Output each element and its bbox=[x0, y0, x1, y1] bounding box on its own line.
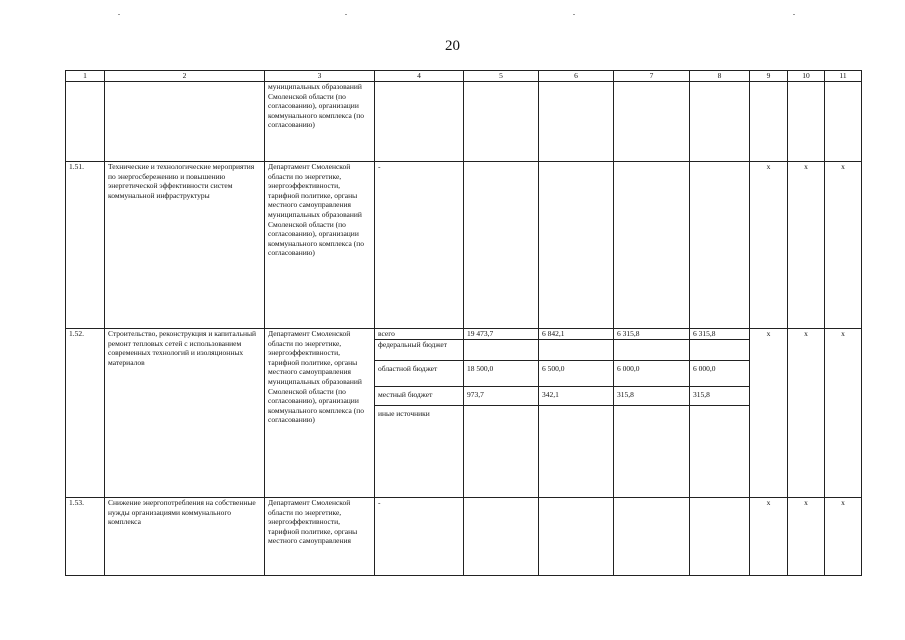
value-cell: 6 315,8 bbox=[690, 329, 749, 340]
row-number: 1.51. bbox=[66, 162, 105, 329]
value-cell: 342,1 bbox=[539, 387, 613, 406]
value-cell bbox=[539, 340, 613, 361]
value-cell bbox=[464, 340, 538, 361]
value-cell bbox=[614, 340, 689, 361]
table-row bbox=[66, 82, 862, 162]
funding-label: федеральный бюджет bbox=[375, 340, 463, 361]
column-number-row bbox=[66, 71, 862, 82]
cell-col9: x bbox=[750, 498, 788, 576]
funding-label: местный бюджет bbox=[375, 387, 463, 406]
responsible-dept: Департамент Смоленской области по энергетике, энергоэффективности, тарифной политике, органы местного самоуправления муниципальных образований Смоленской области (по согласованию), организации коммунального комплекса (по согласованию) bbox=[265, 329, 375, 498]
value-cell: 315,8 bbox=[690, 387, 749, 406]
col-header: 1 bbox=[66, 71, 105, 82]
col-header: 8 bbox=[690, 71, 750, 82]
cell-col10: x bbox=[788, 329, 825, 498]
funding-sources bbox=[375, 329, 464, 498]
program-table bbox=[65, 70, 862, 576]
table-row bbox=[66, 329, 862, 498]
table-row bbox=[66, 162, 862, 329]
cell-col9: x bbox=[750, 162, 788, 329]
value-cell bbox=[690, 340, 749, 361]
funding-label: всего bbox=[375, 329, 463, 340]
funding-col7 bbox=[614, 329, 690, 498]
funding-label: иные источники bbox=[378, 409, 430, 418]
value-cell: 315,8 bbox=[614, 387, 689, 406]
funding-col5 bbox=[464, 329, 539, 498]
responsible-dept: Департамент Смоленской области по энергетике, энергоэффективности, тарифной политике, органы местного самоуправления bbox=[265, 498, 375, 576]
funding-col6 bbox=[539, 329, 614, 498]
measure-name: Технические и технологические мероприятия по энергосбережению и повышению энергетической эффективности систем коммунальной инфраструктуры bbox=[105, 162, 265, 329]
measure-name: Снижение энергопотребления на собственные нужды организациями коммунального комплекса bbox=[105, 498, 265, 576]
funding-source: - bbox=[375, 162, 464, 329]
table-row bbox=[66, 498, 862, 576]
measure-name: Строительство, реконструкция и капитальный ремонт тепловых сетей с использованием современных технологий и изоляционных материалов bbox=[105, 329, 265, 498]
col-header: 2 bbox=[105, 71, 265, 82]
col-header: 6 bbox=[539, 71, 614, 82]
row-number: 1.52. bbox=[66, 329, 105, 498]
cell-col10: x bbox=[788, 498, 825, 576]
funding-col8 bbox=[690, 329, 750, 498]
cell-col11: x bbox=[825, 329, 862, 498]
cell-col10: x bbox=[788, 162, 825, 329]
col-header: 3 bbox=[265, 71, 375, 82]
cell-col11: x bbox=[825, 498, 862, 576]
col-header: 4 bbox=[375, 71, 464, 82]
dept-continuation: муниципальных образований Смоленской области (по согласованию), организации коммунального комплекса (по согласованию) bbox=[265, 82, 375, 162]
value-cell: 19 473,7 bbox=[464, 329, 538, 340]
value-cell: 973,7 bbox=[464, 387, 538, 406]
cell-col11: x bbox=[825, 162, 862, 329]
funding-label: областной бюджет bbox=[375, 361, 463, 387]
row-number: 1.53. bbox=[66, 498, 105, 576]
value-cell: 18 500,0 bbox=[464, 361, 538, 387]
value-cell: 6 500,0 bbox=[539, 361, 613, 387]
value-cell: 6 000,0 bbox=[690, 361, 749, 387]
page-number: 20 bbox=[445, 38, 460, 54]
col-header: 11 bbox=[825, 71, 862, 82]
col-header: 5 bbox=[464, 71, 539, 82]
col-header: 7 bbox=[614, 71, 690, 82]
responsible-dept: Департамент Смоленской области по энергетике, энергоэффективности, тарифной политике, органы местного самоуправления муниципальных образований Смоленской области (по согласованию), организации коммунального комплекса (по согласованию) bbox=[265, 162, 375, 329]
col-header: 10 bbox=[788, 71, 825, 82]
value-cell: 6 000,0 bbox=[614, 361, 689, 387]
funding-source: - bbox=[375, 498, 464, 576]
cell-col9: x bbox=[750, 329, 788, 498]
value-cell: 6 315,8 bbox=[614, 329, 689, 340]
col-header: 9 bbox=[750, 71, 788, 82]
value-cell: 6 842,1 bbox=[539, 329, 613, 340]
